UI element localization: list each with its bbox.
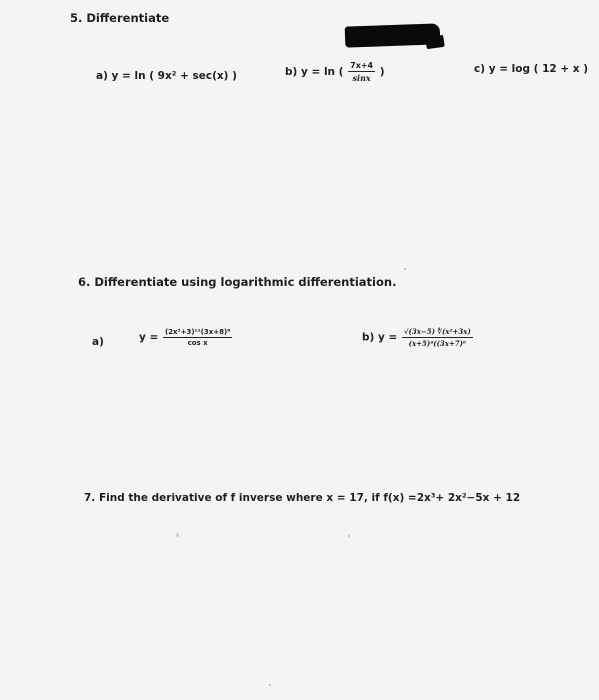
- question-5c-expression: y = log ( 12 + x ): [488, 63, 589, 75]
- redaction-mark-tail: [425, 35, 444, 49]
- paper-speck: [348, 535, 350, 537]
- question-7-text: 7. Find the derivative of f inverse where x = 17, if f(x) =2x³+ 2x²−5x + 12: [84, 492, 521, 504]
- question-5b-denominator: sinx: [352, 73, 371, 83]
- question-5b-suffix: ): [379, 66, 385, 78]
- question-5b-numerator: 7x+4: [350, 61, 374, 70]
- question-5a: [96, 70, 237, 82]
- question-5c: [474, 63, 588, 75]
- question-5a-label: a): [96, 70, 108, 82]
- question-6b-fraction: [402, 327, 473, 348]
- paper-speck: [176, 533, 179, 537]
- question-6a: [139, 328, 233, 347]
- paper-speck: [404, 268, 406, 270]
- question-5b-label: b): [285, 66, 298, 78]
- question-5b: [285, 61, 385, 83]
- question-6a-fraction: [163, 328, 232, 347]
- question-5a-expression: y = ln ( 9x² + sec(x) ): [111, 70, 237, 82]
- question-6b-denominator: (x+5)⁴((3x+7)⁶: [408, 339, 467, 348]
- question-5c-label: c): [474, 63, 486, 75]
- question-6b: [362, 327, 474, 348]
- question-6b-label: b): [362, 331, 375, 344]
- question-6a-prefix: y =: [139, 331, 159, 344]
- question-5b-fraction: [348, 61, 375, 83]
- question-5-title: 5. Differentiate: [70, 11, 170, 25]
- question-6a-label: a): [92, 336, 104, 348]
- question-6-title: 6. Differentiate using logarithmic differentiation.: [78, 275, 397, 289]
- question-6b-prefix: y =: [377, 331, 398, 344]
- question-5b-prefix: y = ln (: [300, 66, 344, 78]
- question-6a-denominator: cos x: [187, 339, 208, 347]
- question-6a-numerator: (2x³+3)¹¹(3x+8)⁶: [164, 328, 231, 336]
- question-6b-numerator: √(3x−5) ∜(x²+3x): [403, 327, 471, 336]
- paper-speck: [269, 684, 271, 686]
